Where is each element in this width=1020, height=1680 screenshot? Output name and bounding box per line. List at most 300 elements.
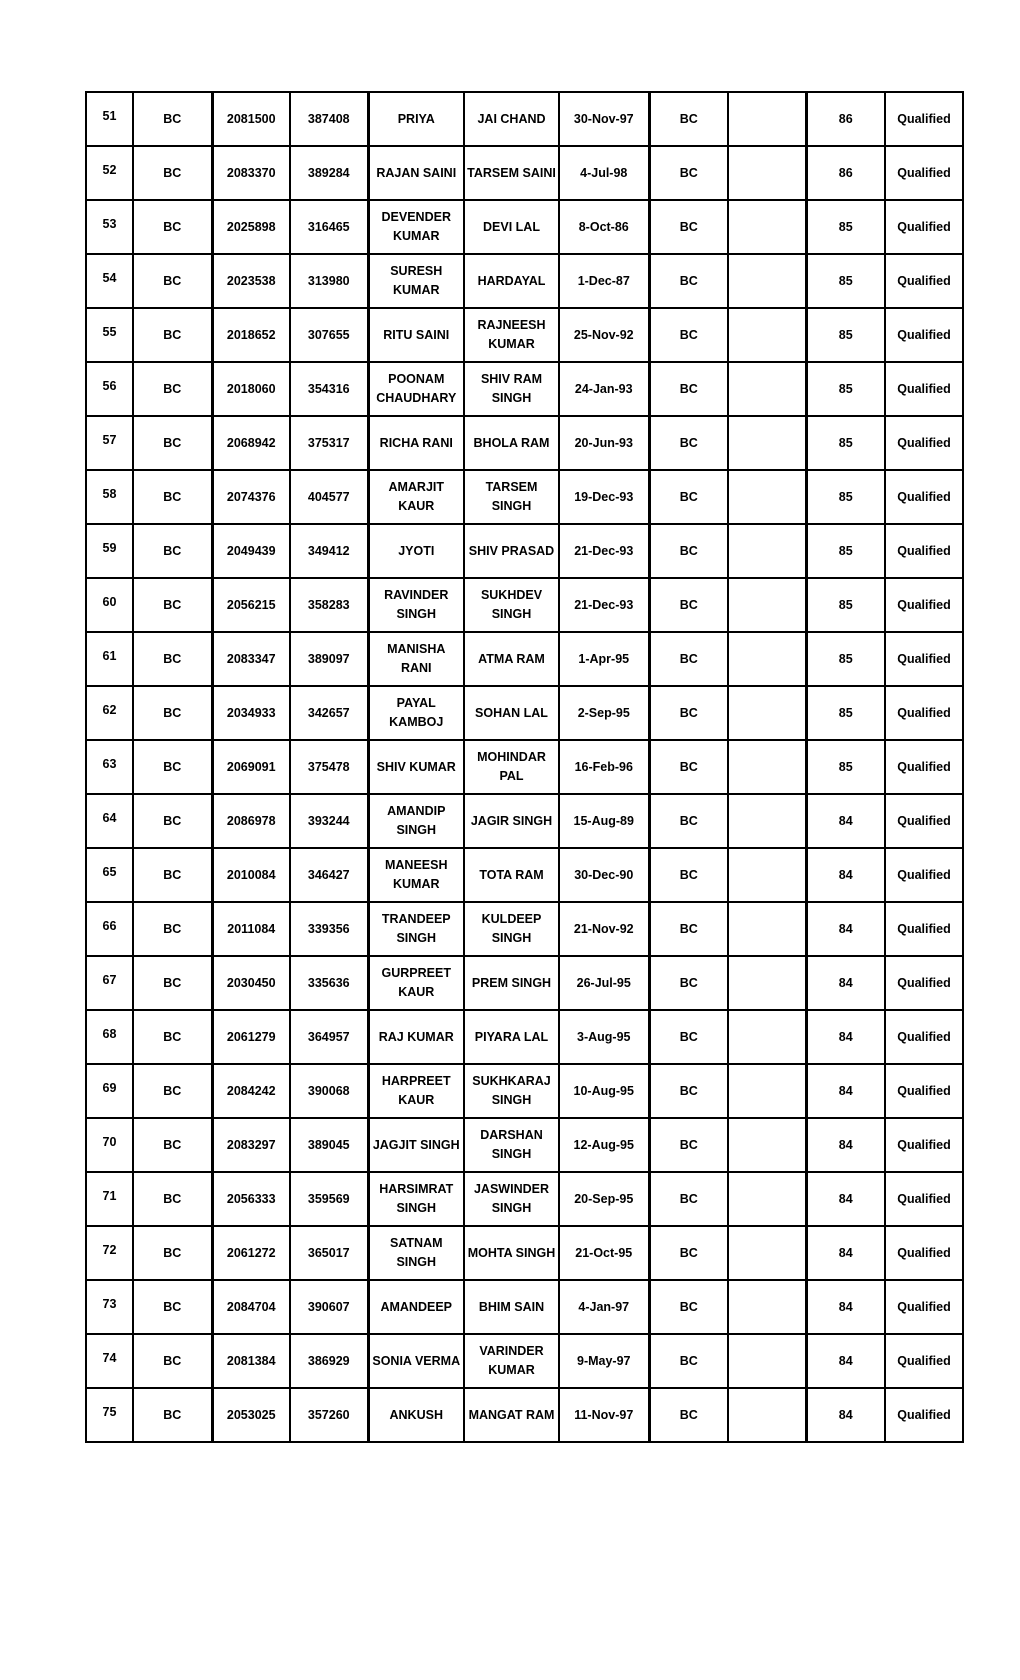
remarks-cell: [728, 254, 806, 308]
table-row: [86, 1280, 963, 1334]
registration-number-cell: 2074376: [212, 470, 290, 524]
father-name-cell: DARSHAN SINGH: [464, 1118, 559, 1172]
marks-cell: 85: [806, 740, 885, 794]
category-cell: BC: [133, 848, 212, 902]
category-allotted-cell: BC: [649, 524, 728, 578]
roll-number-cell: 389284: [290, 146, 368, 200]
date-of-birth-cell: 21-Nov-92: [559, 902, 649, 956]
category-allotted-cell: BC: [649, 1388, 728, 1442]
roll-number-cell: 389097: [290, 632, 368, 686]
remarks-cell: [728, 470, 806, 524]
status-cell: Qualified: [885, 1172, 963, 1226]
remarks-cell: [728, 848, 806, 902]
category-allotted-cell: BC: [649, 146, 728, 200]
category-allotted-cell: BC: [649, 416, 728, 470]
marks-cell: 85: [806, 524, 885, 578]
status-cell: Qualified: [885, 1064, 963, 1118]
marks-cell: 85: [806, 200, 885, 254]
serial-number-cell: 67: [86, 956, 133, 1010]
marks-cell: 86: [806, 92, 885, 146]
remarks-cell: [728, 1010, 806, 1064]
remarks-cell: [728, 1280, 806, 1334]
table-row: [86, 470, 963, 524]
status-cell: Qualified: [885, 92, 963, 146]
registration-number-cell: 2056333: [212, 1172, 290, 1226]
remarks-cell: [728, 146, 806, 200]
registration-number-cell: 2081384: [212, 1334, 290, 1388]
registration-number-cell: 2061272: [212, 1226, 290, 1280]
category-allotted-cell: BC: [649, 794, 728, 848]
category-cell: BC: [133, 308, 212, 362]
roll-number-cell: 359569: [290, 1172, 368, 1226]
father-name-cell: JASWINDER SINGH: [464, 1172, 559, 1226]
father-name-cell: BHIM SAIN: [464, 1280, 559, 1334]
registration-number-cell: 2025898: [212, 200, 290, 254]
father-name-cell: HARDAYAL: [464, 254, 559, 308]
remarks-cell: [728, 578, 806, 632]
category-allotted-cell: BC: [649, 200, 728, 254]
candidate-name-cell: POONAM CHAUDHARY: [368, 362, 464, 416]
category-cell: BC: [133, 362, 212, 416]
candidate-name-cell: HARPREET KAUR: [368, 1064, 464, 1118]
status-cell: Qualified: [885, 848, 963, 902]
category-allotted-cell: BC: [649, 92, 728, 146]
status-cell: Qualified: [885, 956, 963, 1010]
date-of-birth-cell: 30-Nov-97: [559, 92, 649, 146]
category-cell: BC: [133, 632, 212, 686]
date-of-birth-cell: 20-Sep-95: [559, 1172, 649, 1226]
candidate-name-cell: PAYAL KAMBOJ: [368, 686, 464, 740]
registration-number-cell: 2069091: [212, 740, 290, 794]
date-of-birth-cell: 19-Dec-93: [559, 470, 649, 524]
category-allotted-cell: BC: [649, 1226, 728, 1280]
serial-number-cell: 73: [86, 1280, 133, 1334]
serial-number-cell: 74: [86, 1334, 133, 1388]
father-name-cell: TOTA RAM: [464, 848, 559, 902]
category-allotted-cell: BC: [649, 1064, 728, 1118]
roll-number-cell: 375478: [290, 740, 368, 794]
serial-number-cell: 64: [86, 794, 133, 848]
roll-number-cell: 346427: [290, 848, 368, 902]
registration-number-cell: 2068942: [212, 416, 290, 470]
date-of-birth-cell: 2-Sep-95: [559, 686, 649, 740]
candidate-name-cell: RAVINDER SINGH: [368, 578, 464, 632]
table-row: [86, 902, 963, 956]
father-name-cell: SUKHKARAJ SINGH: [464, 1064, 559, 1118]
father-name-cell: PREM SINGH: [464, 956, 559, 1010]
candidate-name-cell: MANEESH KUMAR: [368, 848, 464, 902]
candidate-name-cell: JAGJIT SINGH: [368, 1118, 464, 1172]
marks-cell: 84: [806, 1064, 885, 1118]
status-cell: Qualified: [885, 794, 963, 848]
serial-number-cell: 75: [86, 1388, 133, 1442]
remarks-cell: [728, 524, 806, 578]
serial-number-cell: 62: [86, 686, 133, 740]
remarks-cell: [728, 1226, 806, 1280]
table-row: [86, 308, 963, 362]
marks-cell: 86: [806, 146, 885, 200]
registration-number-cell: 2018652: [212, 308, 290, 362]
registration-number-cell: 2011084: [212, 902, 290, 956]
serial-number-cell: 53: [86, 200, 133, 254]
serial-number-cell: 63: [86, 740, 133, 794]
date-of-birth-cell: 20-Jun-93: [559, 416, 649, 470]
table-row: [86, 1226, 963, 1280]
category-cell: BC: [133, 92, 212, 146]
table-row: [86, 1064, 963, 1118]
candidate-name-cell: SATNAM SINGH: [368, 1226, 464, 1280]
status-cell: Qualified: [885, 902, 963, 956]
category-cell: BC: [133, 1118, 212, 1172]
status-cell: Qualified: [885, 146, 963, 200]
remarks-cell: [728, 362, 806, 416]
table-row: [86, 956, 963, 1010]
roll-number-cell: 354316: [290, 362, 368, 416]
date-of-birth-cell: 21-Dec-93: [559, 524, 649, 578]
marks-cell: 85: [806, 632, 885, 686]
father-name-cell: DEVI LAL: [464, 200, 559, 254]
category-allotted-cell: BC: [649, 740, 728, 794]
registration-number-cell: 2086978: [212, 794, 290, 848]
registration-number-cell: 2083347: [212, 632, 290, 686]
category-cell: BC: [133, 1226, 212, 1280]
marks-cell: 84: [806, 1226, 885, 1280]
roll-number-cell: 339356: [290, 902, 368, 956]
status-cell: Qualified: [885, 254, 963, 308]
remarks-cell: [728, 1388, 806, 1442]
serial-number-cell: 72: [86, 1226, 133, 1280]
marks-cell: 84: [806, 1172, 885, 1226]
category-cell: BC: [133, 416, 212, 470]
table-row: [86, 524, 963, 578]
father-name-cell: SHIV RAM SINGH: [464, 362, 559, 416]
table-row: [86, 632, 963, 686]
father-name-cell: MOHINDAR PAL: [464, 740, 559, 794]
registration-number-cell: 2030450: [212, 956, 290, 1010]
candidate-name-cell: MANISHA RANI: [368, 632, 464, 686]
roll-number-cell: 307655: [290, 308, 368, 362]
father-name-cell: VARINDER KUMAR: [464, 1334, 559, 1388]
category-cell: BC: [133, 1172, 212, 1226]
table-row: [86, 1172, 963, 1226]
table-row: [86, 686, 963, 740]
marks-cell: 85: [806, 578, 885, 632]
status-cell: Qualified: [885, 1118, 963, 1172]
marks-cell: 85: [806, 254, 885, 308]
remarks-cell: [728, 632, 806, 686]
serial-number-cell: 52: [86, 146, 133, 200]
roll-number-cell: 404577: [290, 470, 368, 524]
marks-cell: 84: [806, 956, 885, 1010]
candidate-name-cell: RITU SAINI: [368, 308, 464, 362]
table-row: [86, 1010, 963, 1064]
father-name-cell: SHIV PRASAD: [464, 524, 559, 578]
date-of-birth-cell: 16-Feb-96: [559, 740, 649, 794]
candidate-name-cell: AMARJIT KAUR: [368, 470, 464, 524]
marks-cell: 84: [806, 1010, 885, 1064]
father-name-cell: KULDEEP SINGH: [464, 902, 559, 956]
category-cell: BC: [133, 1064, 212, 1118]
status-cell: Qualified: [885, 686, 963, 740]
candidate-name-cell: TRANDEEP SINGH: [368, 902, 464, 956]
candidate-name-cell: AMANDIP SINGH: [368, 794, 464, 848]
date-of-birth-cell: 21-Dec-93: [559, 578, 649, 632]
remarks-cell: [728, 1334, 806, 1388]
category-allotted-cell: BC: [649, 902, 728, 956]
table-row: [86, 1118, 963, 1172]
candidate-name-cell: SURESH KUMAR: [368, 254, 464, 308]
status-cell: Qualified: [885, 632, 963, 686]
marks-cell: 84: [806, 1118, 885, 1172]
marks-cell: 84: [806, 902, 885, 956]
father-name-cell: SOHAN LAL: [464, 686, 559, 740]
category-allotted-cell: BC: [649, 1172, 728, 1226]
serial-number-cell: 68: [86, 1010, 133, 1064]
marks-cell: 85: [806, 362, 885, 416]
category-allotted-cell: BC: [649, 578, 728, 632]
remarks-cell: [728, 794, 806, 848]
serial-number-cell: 57: [86, 416, 133, 470]
serial-number-cell: 54: [86, 254, 133, 308]
serial-number-cell: 56: [86, 362, 133, 416]
serial-number-cell: 69: [86, 1064, 133, 1118]
serial-number-cell: 66: [86, 902, 133, 956]
status-cell: Qualified: [885, 416, 963, 470]
remarks-cell: [728, 200, 806, 254]
father-name-cell: MOHTA SINGH: [464, 1226, 559, 1280]
roll-number-cell: 342657: [290, 686, 368, 740]
father-name-cell: MANGAT RAM: [464, 1388, 559, 1442]
serial-number-cell: 60: [86, 578, 133, 632]
registration-number-cell: 2061279: [212, 1010, 290, 1064]
category-cell: BC: [133, 686, 212, 740]
remarks-cell: [728, 686, 806, 740]
date-of-birth-cell: 24-Jan-93: [559, 362, 649, 416]
table-row: [86, 1388, 963, 1442]
serial-number-cell: 58: [86, 470, 133, 524]
remarks-cell: [728, 956, 806, 1010]
status-cell: Qualified: [885, 578, 963, 632]
candidate-name-cell: RICHA RANI: [368, 416, 464, 470]
serial-number-cell: 61: [86, 632, 133, 686]
category-cell: BC: [133, 956, 212, 1010]
father-name-cell: ATMA RAM: [464, 632, 559, 686]
date-of-birth-cell: 25-Nov-92: [559, 308, 649, 362]
category-cell: BC: [133, 524, 212, 578]
category-cell: BC: [133, 146, 212, 200]
table-row: [86, 578, 963, 632]
table-row: [86, 254, 963, 308]
table-row: [86, 416, 963, 470]
status-cell: Qualified: [885, 524, 963, 578]
roll-number-cell: 313980: [290, 254, 368, 308]
category-allotted-cell: BC: [649, 254, 728, 308]
category-cell: BC: [133, 1334, 212, 1388]
remarks-cell: [728, 1064, 806, 1118]
candidate-name-cell: RAJ KUMAR: [368, 1010, 464, 1064]
father-name-cell: JAGIR SINGH: [464, 794, 559, 848]
registration-number-cell: 2083370: [212, 146, 290, 200]
table-row: [86, 794, 963, 848]
remarks-cell: [728, 1118, 806, 1172]
date-of-birth-cell: 11-Nov-97: [559, 1388, 649, 1442]
father-name-cell: SUKHDEV SINGH: [464, 578, 559, 632]
father-name-cell: TARSEM SAINI: [464, 146, 559, 200]
roll-number-cell: 365017: [290, 1226, 368, 1280]
roll-number-cell: 387408: [290, 92, 368, 146]
category-cell: BC: [133, 578, 212, 632]
marks-cell: 85: [806, 308, 885, 362]
roll-number-cell: 335636: [290, 956, 368, 1010]
date-of-birth-cell: 21-Oct-95: [559, 1226, 649, 1280]
candidate-name-cell: SONIA VERMA: [368, 1334, 464, 1388]
date-of-birth-cell: 3-Aug-95: [559, 1010, 649, 1064]
serial-number-cell: 51: [86, 92, 133, 146]
category-allotted-cell: BC: [649, 632, 728, 686]
date-of-birth-cell: 1-Apr-95: [559, 632, 649, 686]
status-cell: Qualified: [885, 362, 963, 416]
status-cell: Qualified: [885, 1010, 963, 1064]
category-allotted-cell: BC: [649, 848, 728, 902]
registration-number-cell: 2084704: [212, 1280, 290, 1334]
registration-number-cell: 2018060: [212, 362, 290, 416]
roll-number-cell: 316465: [290, 200, 368, 254]
registration-number-cell: 2049439: [212, 524, 290, 578]
serial-number-cell: 55: [86, 308, 133, 362]
results-table: [85, 91, 964, 1443]
category-cell: BC: [133, 1010, 212, 1064]
status-cell: Qualified: [885, 1334, 963, 1388]
father-name-cell: RAJNEESH KUMAR: [464, 308, 559, 362]
status-cell: Qualified: [885, 1388, 963, 1442]
remarks-cell: [728, 416, 806, 470]
category-allotted-cell: BC: [649, 362, 728, 416]
candidate-name-cell: JYOTI: [368, 524, 464, 578]
date-of-birth-cell: 30-Dec-90: [559, 848, 649, 902]
category-cell: BC: [133, 740, 212, 794]
registration-number-cell: 2083297: [212, 1118, 290, 1172]
roll-number-cell: 390607: [290, 1280, 368, 1334]
remarks-cell: [728, 902, 806, 956]
registration-number-cell: 2023538: [212, 254, 290, 308]
roll-number-cell: 375317: [290, 416, 368, 470]
date-of-birth-cell: 15-Aug-89: [559, 794, 649, 848]
candidate-name-cell: ANKUSH: [368, 1388, 464, 1442]
table-row: [86, 740, 963, 794]
registration-number-cell: 2056215: [212, 578, 290, 632]
status-cell: Qualified: [885, 1226, 963, 1280]
status-cell: Qualified: [885, 1280, 963, 1334]
serial-number-cell: 59: [86, 524, 133, 578]
marks-cell: 85: [806, 470, 885, 524]
roll-number-cell: 390068: [290, 1064, 368, 1118]
candidate-name-cell: AMANDEEP: [368, 1280, 464, 1334]
category-cell: BC: [133, 794, 212, 848]
category-cell: BC: [133, 254, 212, 308]
registration-number-cell: 2081500: [212, 92, 290, 146]
candidate-name-cell: PRIYA: [368, 92, 464, 146]
candidate-name-cell: GURPREET KAUR: [368, 956, 464, 1010]
remarks-cell: [728, 92, 806, 146]
date-of-birth-cell: 4-Jul-98: [559, 146, 649, 200]
roll-number-cell: 393244: [290, 794, 368, 848]
marks-cell: 84: [806, 1388, 885, 1442]
status-cell: Qualified: [885, 740, 963, 794]
marks-cell: 84: [806, 848, 885, 902]
category-cell: BC: [133, 1280, 212, 1334]
serial-number-cell: 65: [86, 848, 133, 902]
table-row: [86, 146, 963, 200]
category-allotted-cell: BC: [649, 308, 728, 362]
registration-number-cell: 2010084: [212, 848, 290, 902]
remarks-cell: [728, 308, 806, 362]
marks-cell: 84: [806, 794, 885, 848]
candidate-name-cell: DEVENDER KUMAR: [368, 200, 464, 254]
category-allotted-cell: BC: [649, 1280, 728, 1334]
date-of-birth-cell: 10-Aug-95: [559, 1064, 649, 1118]
date-of-birth-cell: 8-Oct-86: [559, 200, 649, 254]
roll-number-cell: 389045: [290, 1118, 368, 1172]
category-cell: BC: [133, 902, 212, 956]
table-row: [86, 362, 963, 416]
father-name-cell: PIYARA LAL: [464, 1010, 559, 1064]
roll-number-cell: 357260: [290, 1388, 368, 1442]
marks-cell: 85: [806, 416, 885, 470]
table-row: [86, 1334, 963, 1388]
date-of-birth-cell: 1-Dec-87: [559, 254, 649, 308]
marks-cell: 85: [806, 686, 885, 740]
category-allotted-cell: BC: [649, 1118, 728, 1172]
serial-number-cell: 70: [86, 1118, 133, 1172]
roll-number-cell: 358283: [290, 578, 368, 632]
candidate-name-cell: SHIV KUMAR: [368, 740, 464, 794]
father-name-cell: TARSEM SINGH: [464, 470, 559, 524]
roll-number-cell: 364957: [290, 1010, 368, 1064]
registration-number-cell: 2034933: [212, 686, 290, 740]
remarks-cell: [728, 1172, 806, 1226]
category-cell: BC: [133, 200, 212, 254]
table-row: [86, 848, 963, 902]
category-allotted-cell: BC: [649, 470, 728, 524]
category-cell: BC: [133, 1388, 212, 1442]
category-allotted-cell: BC: [649, 686, 728, 740]
registration-number-cell: 2053025: [212, 1388, 290, 1442]
table-row: [86, 200, 963, 254]
serial-number-cell: 71: [86, 1172, 133, 1226]
category-allotted-cell: BC: [649, 956, 728, 1010]
category-allotted-cell: BC: [649, 1334, 728, 1388]
candidate-name-cell: HARSIMRAT SINGH: [368, 1172, 464, 1226]
table-row: [86, 92, 963, 146]
marks-cell: 84: [806, 1280, 885, 1334]
roll-number-cell: 349412: [290, 524, 368, 578]
date-of-birth-cell: 12-Aug-95: [559, 1118, 649, 1172]
father-name-cell: BHOLA RAM: [464, 416, 559, 470]
category-cell: BC: [133, 470, 212, 524]
date-of-birth-cell: 26-Jul-95: [559, 956, 649, 1010]
date-of-birth-cell: 4-Jan-97: [559, 1280, 649, 1334]
remarks-cell: [728, 740, 806, 794]
status-cell: Qualified: [885, 200, 963, 254]
candidate-name-cell: RAJAN SAINI: [368, 146, 464, 200]
roll-number-cell: 386929: [290, 1334, 368, 1388]
father-name-cell: JAI CHAND: [464, 92, 559, 146]
marks-cell: 84: [806, 1334, 885, 1388]
date-of-birth-cell: 9-May-97: [559, 1334, 649, 1388]
category-allotted-cell: BC: [649, 1010, 728, 1064]
registration-number-cell: 2084242: [212, 1064, 290, 1118]
status-cell: Qualified: [885, 470, 963, 524]
